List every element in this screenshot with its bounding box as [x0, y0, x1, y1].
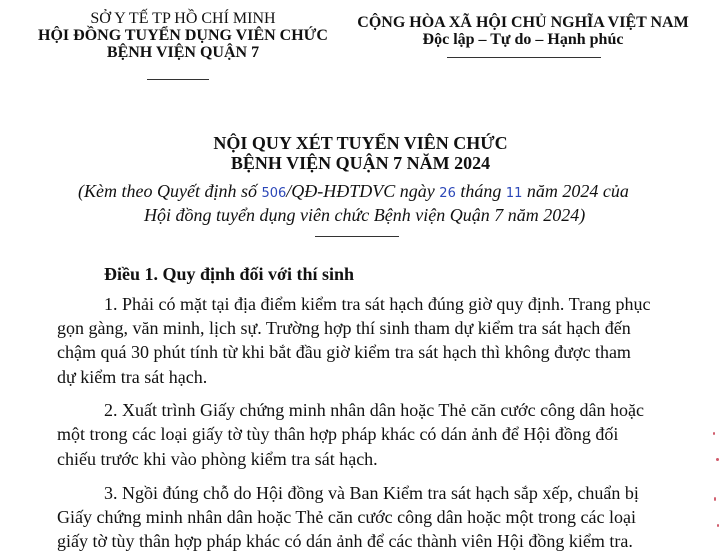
stamp-speck	[713, 432, 715, 435]
article-1-p2-line-2: một trong các loại giấy tờ tùy thân hợp pháp khác có dán ảnh để Hội đồng đối	[57, 424, 619, 444]
decision-number-handwritten: 506	[261, 186, 287, 201]
decision-code: /QĐ-HĐTDVC ngày	[286, 181, 435, 201]
article-1-p1-line-4: dự kiểm tra sát hạch.	[57, 367, 208, 387]
document-title-line-2: BỆNH VIỆN QUẬN 7 NĂM 2024	[230, 153, 491, 173]
title-divider	[315, 236, 399, 237]
issuer-block	[20, 10, 346, 61]
issuer-line-2: HỘI ĐỒNG TUYỂN DỤNG VIÊN CHỨC	[38, 27, 328, 44]
issuer-underline	[147, 79, 209, 80]
article-1-p1-line-3: chậm quá 30 phút tính từ khi bắt đầu giờ kiểm tra sát hạch thì không được tham	[57, 342, 631, 362]
stamp-speck	[717, 524, 719, 527]
national-motto-block	[335, 14, 711, 48]
issuer-line-3: BỆNH VIỆN QUẬN 7	[106, 44, 260, 61]
article-1-p2-line-1: 2. Xuất trình Giấy chứng minh nhân dân hoặc Thẻ căn cước công dân hoặc	[104, 400, 645, 420]
article-1-p3-line-1: 3. Ngồi đúng chỗ do Hội đồng và Ban Kiểm tra sát hạch sắp xếp, chuẩn bị	[104, 483, 639, 503]
country-name: CỘNG HÒA XÃ HỘI CHỦ NGHĨA VIỆT NAM	[357, 14, 689, 31]
decision-reference-line-2: Hội đồng tuyển dụng viên chức Bệnh viện Quận 7 năm 2024)	[144, 205, 586, 225]
stamp-speck	[716, 458, 719, 461]
motto: Độc lập – Tự do – Hạnh phúc	[422, 31, 624, 48]
decision-suffix: năm 2024 của	[526, 181, 629, 201]
document-title-line-1: NỘI QUY XÉT TUYỂN VIÊN CHỨC	[213, 133, 508, 153]
stamp-speck	[714, 497, 716, 501]
article-1-p3-line-3: giấy tờ tùy thân hợp pháp khác có dán ảnh để các thành viên Hội đồng kiểm tra.	[57, 531, 633, 551]
article-1-p1-line-2: gọn gàng, văn minh, lịch sự. Trường hợp thí sinh tham dự kiểm tra sát hạch đến	[57, 318, 631, 338]
issuer-line-1: SỞ Y TẾ TP HỒ CHÍ MINH	[90, 10, 276, 27]
article-1-p3-line-2: Giấy chứng minh nhân dân hoặc Thẻ căn cước công dân hoặc một trong các loại	[57, 507, 636, 527]
decision-month-handwritten: 11	[505, 186, 523, 201]
article-1-heading: Điều 1. Quy định đối với thí sinh	[104, 264, 355, 284]
decision-prefix: (Kèm theo Quyết định số	[78, 181, 257, 201]
article-1-p2-line-3: chiếu trước khi vào phòng kiểm tra sát hạch.	[57, 449, 378, 469]
article-1-p1-line-1: 1. Phải có mặt tại địa điểm kiểm tra sát hạch đúng giờ quy định. Trang phục	[104, 294, 651, 314]
motto-underline	[447, 57, 601, 58]
decision-reference	[78, 181, 629, 202]
decision-month-label: tháng	[460, 181, 502, 201]
decision-day-handwritten: 26	[439, 186, 456, 201]
